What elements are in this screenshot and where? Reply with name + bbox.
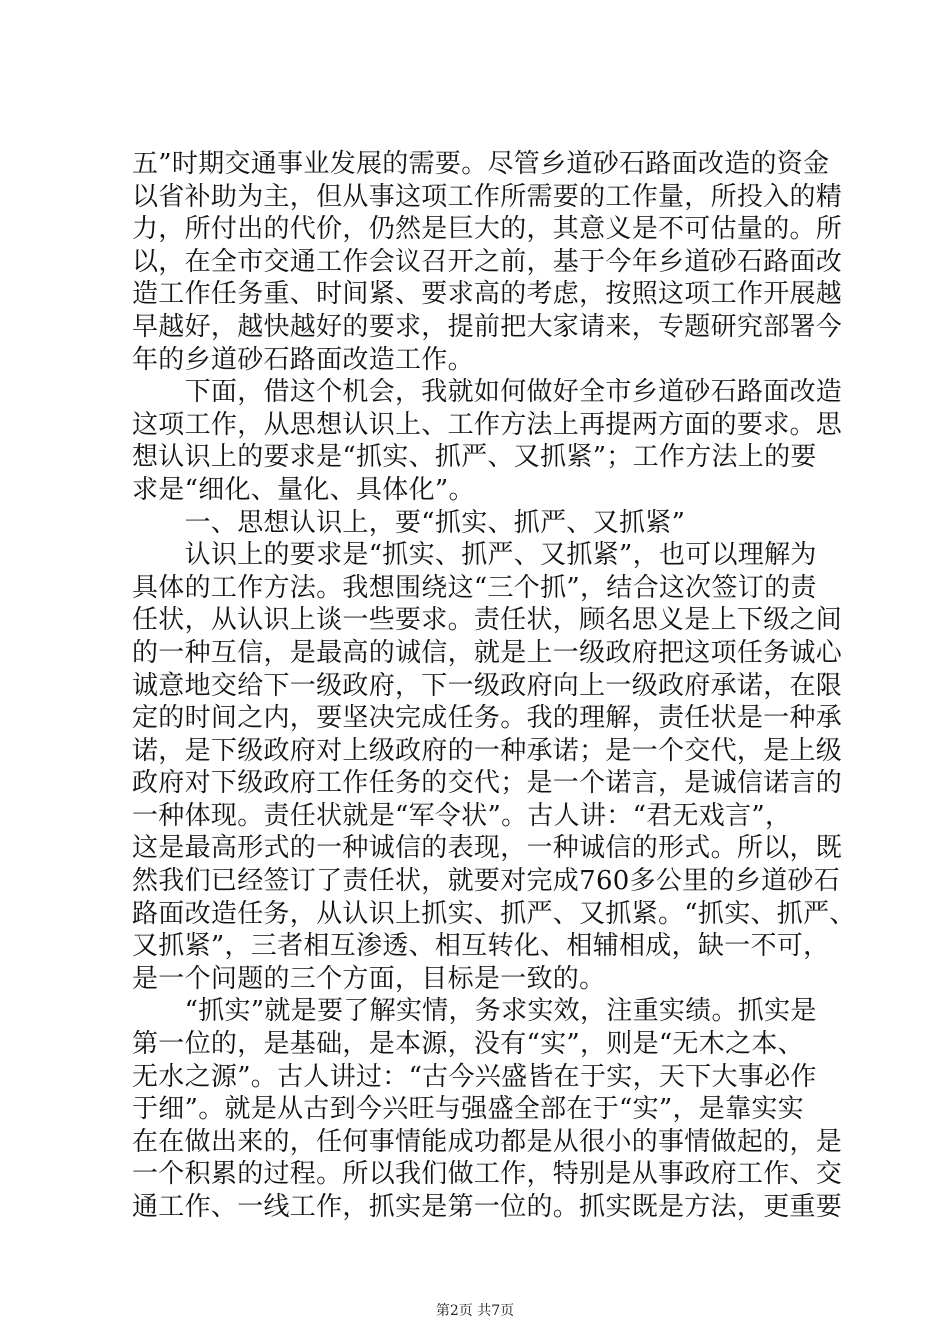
- text-line: 通工作、一线工作，抓实是第一位的。抓实既是方法，更重要: [132, 1192, 843, 1222]
- text-line: 造工作任务重、时间紧、要求高的考虑，按照这项工作开展越: [132, 279, 843, 310]
- text-line: 第一位的，是基础，是本源，没有“实”，则是“无木之本、: [132, 1029, 804, 1060]
- text-line: 任状，从认识上谈一些要求。责任状，顾名思义是上下级之间: [132, 605, 843, 636]
- page-number-footer: 第2页 共7页: [435, 1303, 515, 1319]
- text-line: 诚意地交给下一级政府，下一级政府向上一级政府承诺，在限: [132, 670, 843, 701]
- text-line: 路面改造任务，从认识上抓实、抓严、又抓紧。“抓实、抓严、: [132, 898, 856, 929]
- text-line: 诺，是下级政府对上级政府的一种承诺；是一个交代，是上级: [132, 735, 843, 766]
- text-line: “抓实”就是要了解实情，务求实效，注重实绩。抓实是: [132, 996, 817, 1027]
- text-line: 在在做出来的，任何事情能成功都是从很小的事情做起的，是: [132, 1126, 843, 1157]
- text-line: 想认识上的要求是“抓实、抓严、又抓紧”；工作方法上的要: [132, 442, 817, 473]
- text-line: 于细”。就是从古到今兴旺与强盛全部在于“实”，是靠实实: [132, 1094, 804, 1125]
- text-line: 五”时期交通事业发展的需要。尽管乡道砂石路面改造的资金: [132, 149, 830, 179]
- text-line: 政府对下级政府工作任务的交代；是一个诺言，是诚信诺言的: [132, 768, 843, 799]
- text-line: 定的时间之内，要坚决完成任务。我的理解，责任状是一种承: [132, 703, 843, 734]
- text-line: 的一种互信，是最高的诚信，就是上一级政府把这项任务诚心: [132, 637, 843, 668]
- text-line: 认识上的要求是“抓实、抓严、又抓紧”，也可以理解为: [132, 540, 817, 571]
- text-line: 求是“细化、量化、具体化”。: [132, 474, 475, 505]
- text-line: 一个积累的过程。所以我们做工作，特别是从事政府工作、交: [132, 1159, 843, 1190]
- text-line: 是一个问题的三个方面，目标是一致的。: [132, 963, 606, 994]
- text-line: 力，所付出的代价，仍然是巨大的，其意义是不可估量的。所: [132, 214, 843, 245]
- text-line: 年的乡道砂石路面改造工作。: [132, 344, 474, 375]
- text-line: 早越好，越快越好的要求，提前把大家请来，专题研究部署今: [132, 311, 843, 342]
- text-line: 这项工作，从思想认识上、工作方法上再提两方面的要求。思: [132, 409, 843, 440]
- text-line: 以，在全市交通工作会议召开之前，基于今年乡道砂石路面改: [132, 246, 843, 277]
- text-line: 一种体现。责任状就是“军令状”。古人讲：“君无戏言”，: [132, 800, 792, 831]
- text-line: 下面，借这个机会，我就如何做好全市乡道砂石路面改造: [132, 377, 843, 408]
- text-line: 以省补助为主，但从事这项工作所需要的工作量，所投入的精: [132, 181, 843, 212]
- text-line: 又抓紧”，三者相互渗透、相互转化、相辅相成，缺一不可，: [132, 931, 830, 962]
- text-line: 然我们已经签订了责任状，就要对完成760多公里的乡道砂石: [132, 866, 841, 897]
- text-line: 无水之源”。古人讲过：“古今兴盛皆在于实，天下大事必作: [132, 1061, 817, 1092]
- text-line: 这是最高形式的一种诚信的表现，一种诚信的形式。所以，既: [132, 833, 843, 864]
- body-text: [132, 148, 856, 1224]
- section-heading: 一、思想认识上，要“抓实、抓严、又抓紧”: [132, 507, 686, 538]
- text-line: 具体的工作方法。我想围绕这“三个抓”，结合这次签订的责: [132, 572, 817, 603]
